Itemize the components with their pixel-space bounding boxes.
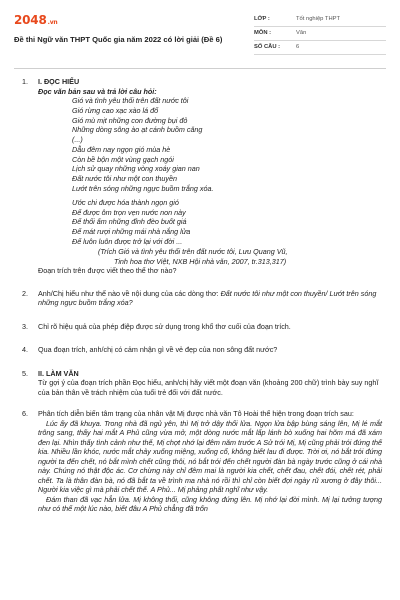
poem-stanza-1 [38, 96, 382, 194]
poem-source [38, 247, 382, 267]
question-text [38, 289, 382, 308]
logo-text: 2048 [14, 13, 47, 27]
question-6 [18, 409, 382, 514]
poem-line: Để luôn luôn được trở lại với đời ... [72, 236, 183, 246]
story-excerpt-paragraph-1: Lúc ấy đã khuya. Trong nhà đã ngủ yên, thì Mị trở dậy thổi lửa. Ngọn lửa bập bùng sáng lên, Mị lé mắt trông sang, thấy hai mắt A Phủ cũng vừa mở, một dòng nước mắt lấp lánh bò xuống hai hõm má đã xám đen lại. Nhìn thấy tình cảnh như thế, Mị chợt nhớ lại đêm năm trước A Sử trói Mị, Mị cũng phải trói đứng thế kia. Nhiều lần khóc, nước mắt chảy xuống miệng, xuống cổ, không biết lau đi được. Trời ơi, nó bắt trói đứng người ta đến chết, nó bắt mình chết cũng thôi, nó bắt trói đến chết người đàn bà ngày trước cũng ở cái nhà này. Chúng nó thật độc ác. Cơ chừng này chỉ đêm mai là người kia chết, chết đau, chết đói, chết rét, phải chết. Ta là thân đàn bà, nó đã bắt ta về trình ma nhà nó rồi thì chỉ còn biết đợi ngày rũ xương ở đây thôi... Người kia việc gì mà phải chết thế. A Phủ... Mị phảng phất nghĩ như vậy. [38, 418, 382, 495]
source-line: Tinh hoa thơ Việt, NXB Hội nhà văn, 2007, tr.313,317) [114, 256, 287, 266]
poem-line: Ước chi được hóa thành ngọn gió [72, 197, 179, 207]
poem-line: Lướt trên sóng những ngực buồm trắng xóa. [72, 184, 214, 194]
meta-value: Văn [296, 29, 307, 36]
header-divider [14, 68, 386, 69]
meta-label: LỚP : [254, 15, 270, 22]
question-2 [18, 289, 382, 308]
question-number: 5. [22, 368, 28, 378]
quoted-verse: Đất nước tôi như một con thuyền/ Lướt trên sóng những ngực buồm trắng xóa? [38, 288, 377, 308]
question-text: Qua đoạn trích, anh/chị có cảm nhận gì về vẻ đẹp của non sông đất nước? [38, 345, 278, 355]
question-number: 6. [22, 409, 28, 419]
poem-line: Để mát rượi những mái nhà nắng lửa [72, 227, 191, 237]
question-5 [18, 369, 382, 398]
reading-instruction: Đọc văn bản sau và trả lời câu hỏi: [38, 86, 157, 96]
poem-line: Còn bề bộn một vùng gạch ngói [72, 154, 174, 164]
question-4 [18, 345, 382, 355]
poem-line: Gió và tình yêu thổi trên đất nước tôi [72, 96, 189, 105]
poem-line: Dẫu đêm nay ngọn gió mùa hè [72, 144, 171, 154]
poem-line: Gió rừng cao xạc xào lá đổ [72, 105, 159, 115]
meta-value: Tốt nghiệp THPT [296, 15, 341, 22]
logo-suffix: .vn [47, 19, 58, 26]
question-text: Đoạn trích trên được viết theo thể thơ nào? [38, 266, 177, 276]
poem-line: Để được ôm trọn vẹn nước non này [72, 207, 186, 217]
meta-label: MÔN : [254, 29, 272, 36]
poem-line: Gió mù mịt những con đường bụi đỏ [72, 115, 188, 125]
question-text: Phân tích diễn biến tâm trạng của nhân vật Mị được nhà văn Tô Hoài thể hiện trong đoạn trích sau: [38, 409, 354, 419]
question-text: Từ gợi ý của đoạn trích phần Đọc hiểu, anh/chị hãy viết một đoạn văn (khoảng 200 chữ) trình bày suy nghĩ của bản thân về trách nhiệm của tuổi trẻ đối với đất nước. [38, 378, 379, 397]
meta-row-subject [254, 27, 386, 41]
site-logo[interactable] [14, 13, 57, 29]
poem-stanza-2 [38, 198, 382, 247]
document-title: Đề thi Ngữ văn THPT Quốc gia năm 2022 có lời giải (Đề 6) [14, 35, 223, 44]
poem-line: Lịch sử quay những vòng xoáy gian nan [72, 164, 200, 174]
section-heading: II. LÀM VĂN [38, 368, 79, 378]
question-text-plain: Anh/Chị hiểu như thế nào về nội dung của các dòng thơ: [38, 288, 221, 298]
story-excerpt-paragraph-2: Đám than đã vạc hẳn lửa. Mị không thổi, cũng không đứng lên. Mị nhớ lại đời mình. Mị lại tưởng tượng như có thể một lúc nào, biết đâu A Phủ chẳng đã trốn [38, 494, 382, 514]
meta-label: SỐ CÂU : [254, 43, 281, 50]
question-1 [18, 77, 382, 276]
question-number: 3. [22, 321, 28, 331]
poem-line: Đất nước tôi như một con thuyền [72, 174, 177, 184]
source-line: (Trích Gió và tình yêu thổi trên đất nước tôi, Lưu Quang Vũ, [98, 246, 288, 256]
question-3 [18, 322, 382, 332]
poem-line: Để thổi ấm những đỉnh đèo buốt giá [72, 217, 187, 227]
meta-table [254, 13, 386, 55]
poem-line: Những dòng sông ào ạt cánh buồm căng [72, 125, 203, 135]
question-number: 1. [22, 77, 28, 86]
exam-content [18, 77, 382, 514]
meta-row-count [254, 41, 386, 55]
meta-value: 6 [296, 43, 300, 50]
question-text: Chỉ rõ hiệu quả của phép điệp được sử dụng trong khổ thơ cuối của đoạn trích. [38, 321, 291, 331]
question-number: 4. [22, 345, 28, 355]
meta-row-class [254, 13, 386, 27]
question-number: 2. [22, 288, 28, 298]
section-heading: I. ĐỌC HIỂU [38, 77, 80, 86]
document-header [14, 13, 386, 61]
poem-line: (...) [72, 135, 83, 145]
